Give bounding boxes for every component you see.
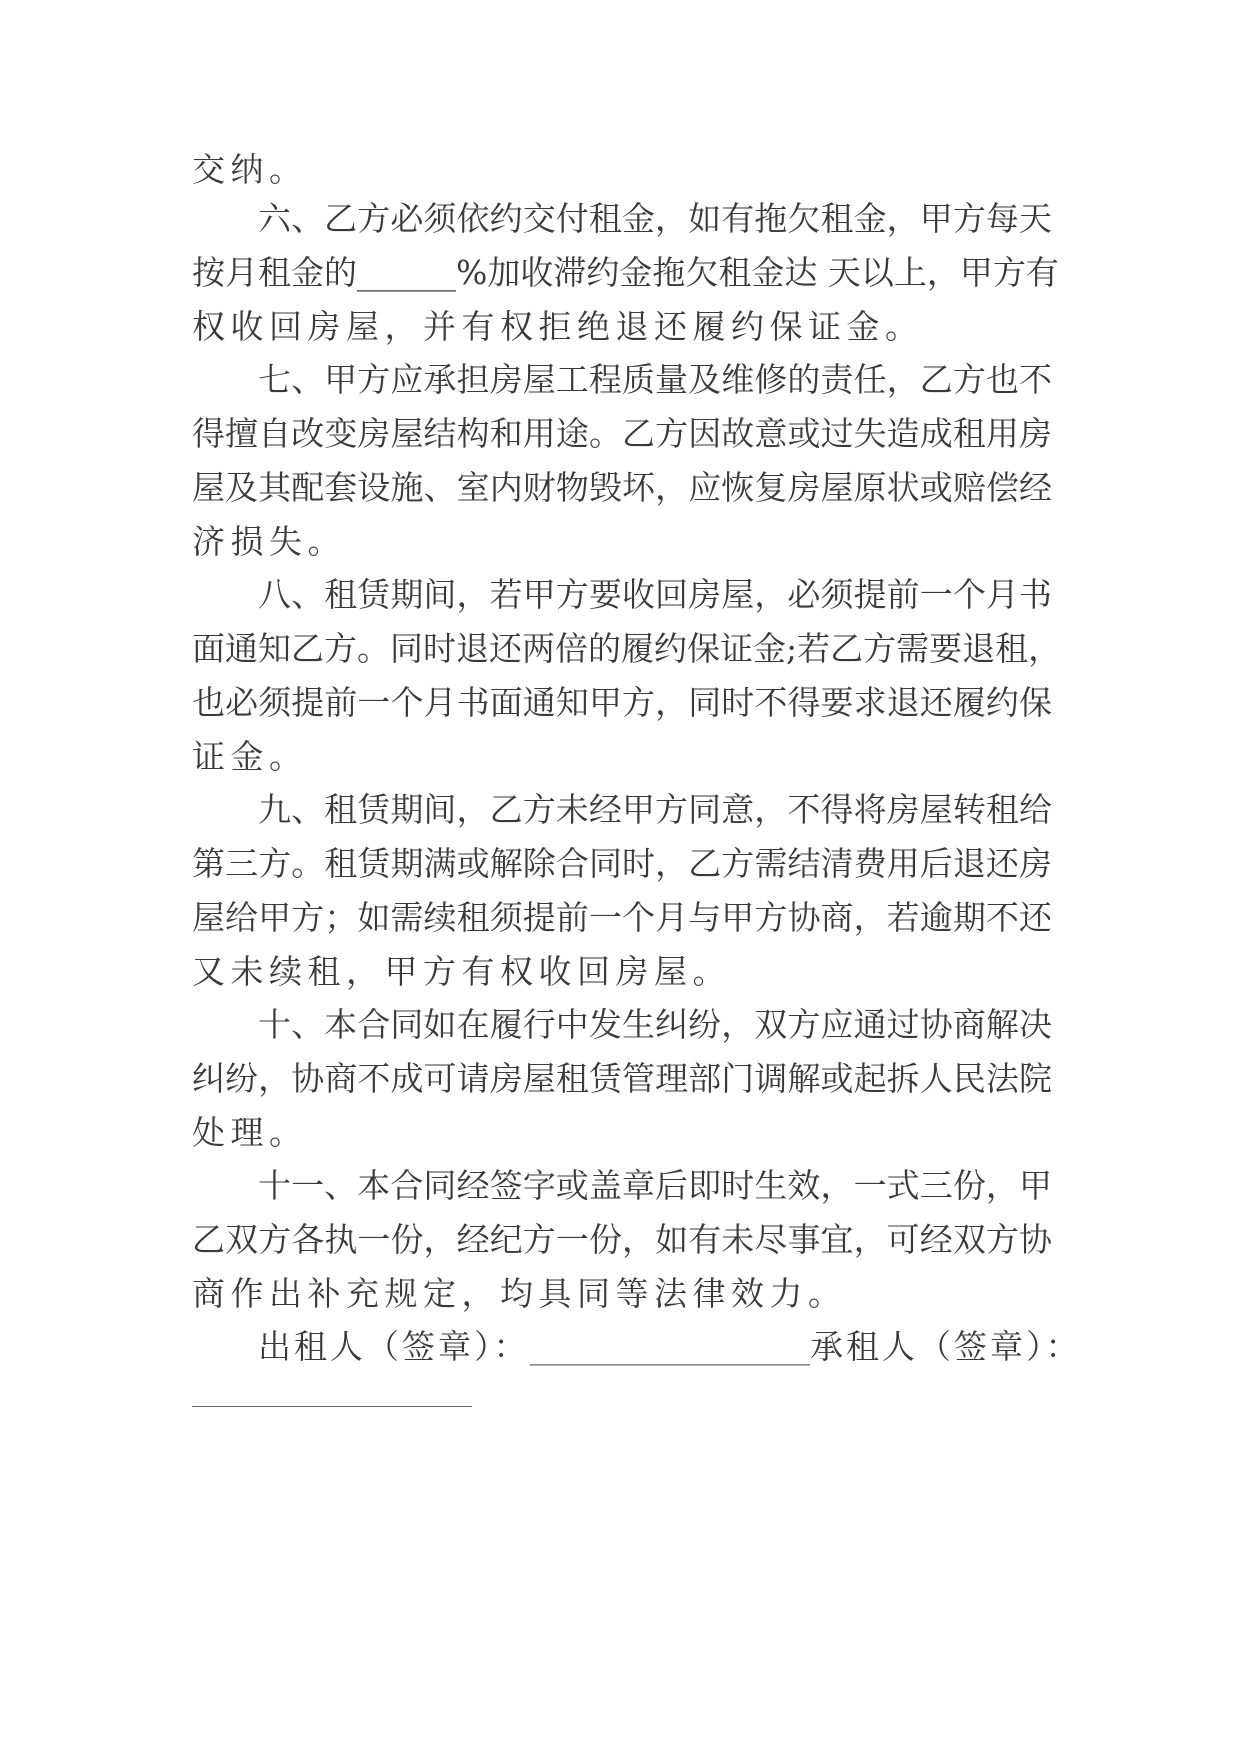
text-line: 乙双方各执一份，经纪方一份，如有未尽事宜，可经双方协: [192, 1220, 1052, 1259]
lessee-signature-blank-line: [192, 1406, 472, 1407]
lessor-signature-blank: _________________: [529, 1327, 810, 1366]
text-line: 面通知乙方。同时退还两倍的履约保证金;若乙方需要退租，: [192, 629, 1062, 668]
text-line: 证金。: [192, 737, 308, 776]
text-line: 九、租赁期间，乙方未经甲方同意，不得将房屋转租给: [258, 790, 1052, 829]
text-line: 屋及其配套设施、室内财物毁坏，应恢复房屋原状或赔偿经: [192, 468, 1052, 507]
text-line: 处理。: [192, 1113, 308, 1152]
text-line: 七、甲方应承担房屋工程质量及维修的责任，乙方也不: [258, 360, 1052, 399]
text-line: 纠纷，协商不成可请房屋租赁管理部门调解或起拆人民法院: [192, 1059, 1052, 1098]
text-line: 权收回房屋，并有权拒绝退还履约保证金。: [192, 307, 924, 346]
text-line: 按月租金的______%加收滞约金拖欠租金达 天以上，甲方有: [192, 253, 1059, 292]
text-line: 屋给甲方；如需续租须提前一个月与甲方协商，若逾期不还: [192, 898, 1052, 937]
text-line: 济损失。: [192, 522, 346, 561]
text-line: 第三方。租赁期满或解除合同时，乙方需结清费用后退还房: [192, 844, 1052, 883]
text-line: 十一、本合同经签字或盖章后即时生效，一式三份，甲: [258, 1166, 1052, 1205]
text-line: 也必须提前一个月书面通知甲方，同时不得要求退还履约保: [192, 683, 1052, 722]
text-line: 交纳。: [192, 150, 308, 189]
signature-line: [258, 1327, 1088, 1367]
lessee-signature-label: 承租人（签章）：: [810, 1327, 1082, 1366]
text-line: 八、租赁期间，若甲方要收回房屋，必须提前一个月书: [258, 575, 1052, 614]
lessor-signature-label: 出租人（签章）：: [258, 1327, 530, 1366]
text-line: 又未续租，甲方有权收回房屋。: [192, 952, 731, 991]
text-line: 六、乙方必须依约交付租金，如有拖欠租金，甲方每天: [258, 199, 1052, 238]
text-line: 十、本合同如在履行中发生纠纷，双方应通过协商解决: [258, 1005, 1052, 1044]
text-line: 商作出补充规定，均具同等法律效力。: [192, 1274, 847, 1313]
text-line: 得擅自改变房屋结构和用途。乙方因故意或过失造成租用房: [192, 414, 1052, 453]
